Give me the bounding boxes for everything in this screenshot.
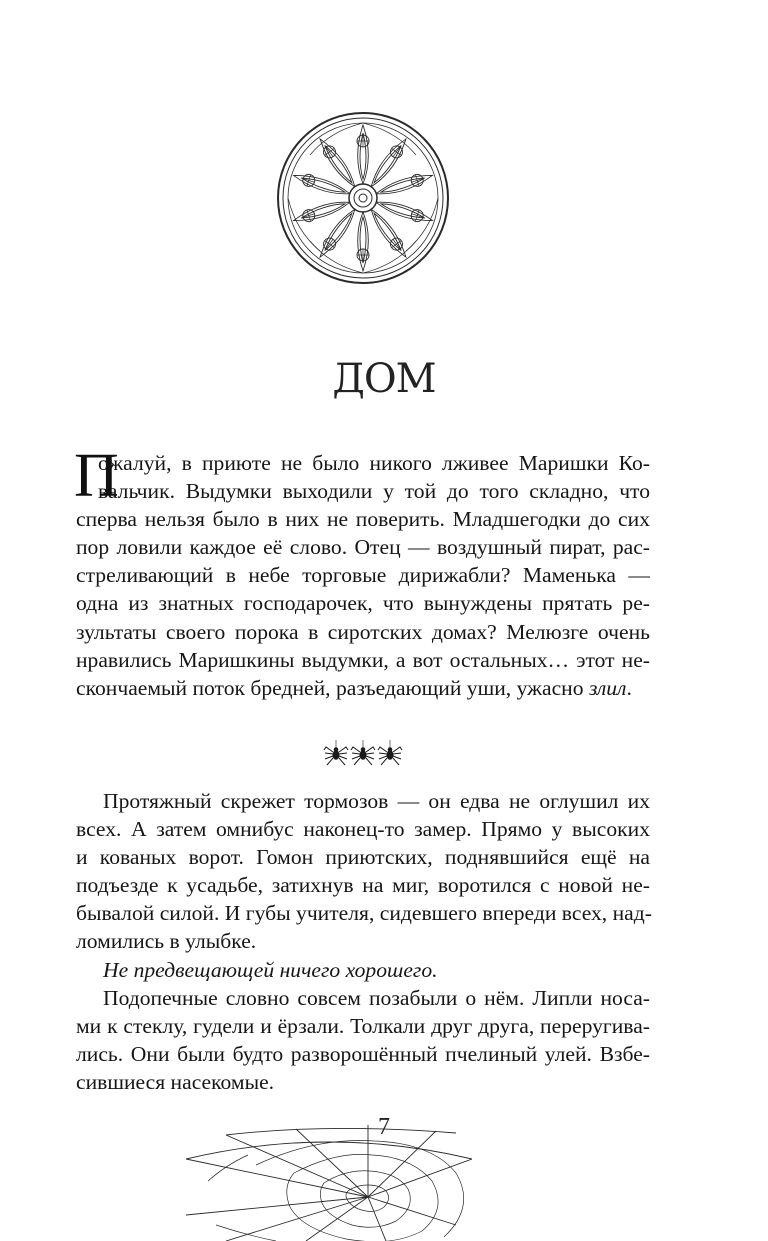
rose-window-ornament	[276, 111, 450, 285]
text-line: всех. А затем омнибус наконец-то замер. Прямо у высоких	[76, 817, 650, 842]
text-line	[76, 674, 650, 702]
italic-word: злил	[588, 675, 627, 700]
text-line: пор ловили каждое её слово. Отец — воздушный пират, рас-	[76, 535, 650, 560]
spider-icon	[378, 740, 402, 765]
paragraph-intro	[74, 442, 650, 702]
text-line: лись. Они были будто разворошённый пчелиный улей. Взбе-	[76, 1042, 650, 1067]
text-line	[76, 956, 650, 984]
paragraph-children	[76, 984, 650, 1096]
page-number: 7	[378, 1114, 390, 1140]
paragraph-bus	[76, 787, 650, 956]
spider-icon	[351, 740, 375, 765]
text-line: нравились Маришкины выдумки, а вот остальных… этот не-	[76, 647, 650, 672]
spider-web-ornament	[186, 1125, 472, 1241]
text-line: Подопечные словно совсем позабыли о нём. Липли носа-	[103, 986, 650, 1010]
text-line: ожалуй, в приюте не было никого лживее Маришки Ко-	[98, 451, 650, 475]
text-line: сившиеся насекомые.	[76, 1070, 275, 1095]
text-line: сперва нельзя было в них не поверить. Младшегодки до сих	[76, 507, 650, 532]
text-line: стреливающий в небе торговые дирижабли? Маменька —	[76, 563, 650, 588]
spiders-divider	[322, 738, 404, 770]
text-line: зультаты своего порока в сиротских домах? Мелюзге очень	[76, 619, 650, 644]
text-fragment: .	[626, 675, 632, 700]
text-line: и кованых ворот. Гомон приютских, поднявшийся ещё на	[76, 845, 650, 870]
text-fragment: скончаемый поток бредней, разъедающий уши, ужасно	[76, 675, 589, 700]
text-line: вальчик. Выдумки выходили у той до того складно, что	[98, 479, 650, 504]
text-line: Протяжный скрежет тормозов — он едва не оглушил их	[103, 789, 650, 813]
text-line: бывалой силой. И губы учителя, сидевшего впереди всех, над-	[76, 901, 652, 926]
text-line: ломились в улыбке.	[76, 929, 257, 954]
drop-cap: П	[74, 442, 119, 510]
text-line: ми к стеклу, гудели и ёрзали. Толкали друг друга, переругива-	[76, 1014, 650, 1039]
paragraph-italic	[76, 956, 650, 984]
text-line: подъезде к усадьбе, затихнув на миг, воротился с новой не-	[76, 873, 650, 898]
chapter-title: ДОМ	[332, 356, 436, 402]
text-line: одна из знатных господарочек, что вынуждены прятать ре-	[76, 591, 650, 616]
spider-icon	[324, 740, 348, 765]
italic-text: Не предвещающей ничего хорошего.	[103, 958, 438, 982]
